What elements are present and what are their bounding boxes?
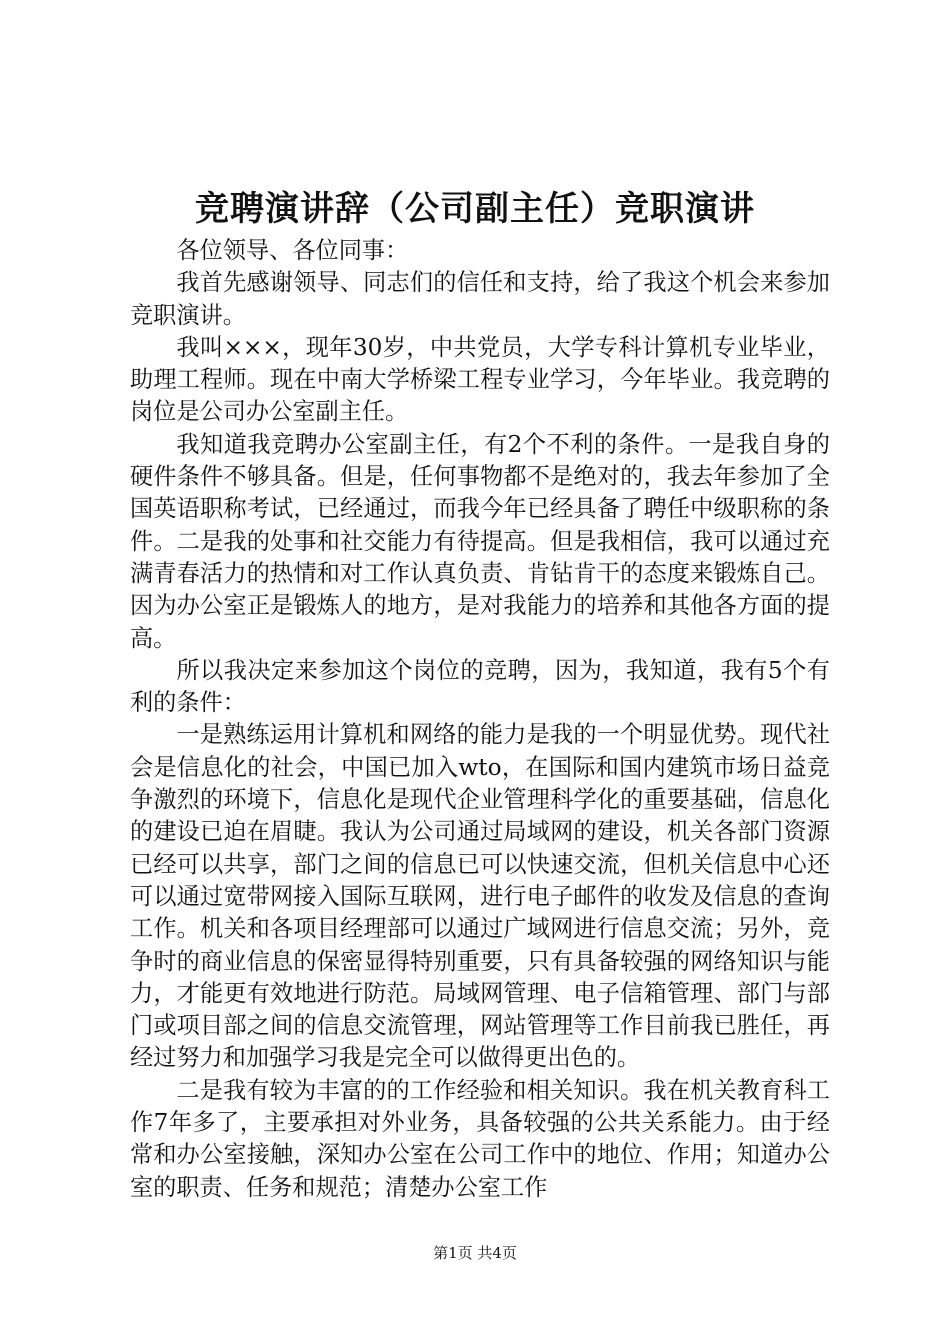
document-title: 竞聘演讲辞（公司副主任）竞职演讲 [195,189,755,229]
paragraph: 我叫×××，现年30岁，中共党员，大学专科计算机专业毕业，助理工程师。现在中南大学桥梁工程专业学习，今年毕业。我竞聘的岗位是公司办公室副主任。 [130,333,830,426]
paragraph: 我首先感谢领导、同志们的信任和支持，给了我这个机会来参加竞职演讲。 [130,269,830,329]
document-body [130,235,830,1204]
paragraph: 我知道我竞聘办公室副主任，有2个不利的条件。一是我自身的硬件条件不够具备。但是，任何事物都不是绝对的，我去年参加了全国英语职称考试，已经通过，而我今年已经具备了聘任中级职称的条件。二是我的处事和社交能力有待提高。但是我相信，我可以通过充满青春活力的热情和对工作认真负责、肯钻肯干的态度来锻炼自己。因为办公室正是锻炼人的地方，是对我能力的培养和其他各方面的提高。 [130,430,830,652]
paragraph: 所以我决定来参加这个岗位的竞聘，因为，我知道，我有5个有利的条件： [130,656,830,717]
page-number-footer: 第1页 共4页 [433,1244,517,1262]
paragraph: 二是我有较为丰富的的工作经验和相关知识。我在机关教育科工作7年多了，主要承担对外业务，具备较强的公共关系能力。由于经常和办公室接触，深知办公室在公司工作中的地位、作用；知道办公室的职责、任务和规范；清楚办公室工作 [130,1076,830,1201]
paragraph-salutation: 各位领导、各位同事： [176,237,409,264]
paragraph: 一是熟练运用计算机和网络的能力是我的一个明显优势。现代社会是信息化的社会，中国已加入wto，在国际和国内建筑市场日益竞争激烈的环境下，信息化是现代企业管理科学化的重要基础，信息化的建设已迫在眉睫。我认为公司通过局域网的建设，机关各部门资源已经可以共享，部门之间的信息已可以快速交流，但机关信息中心还可以通过宽带网接入国际互联网，进行电子邮件的收发及信息的查询工作。机关和各项目经理部可以通过广域网进行信息交流；另外，竞争时的商业信息的保密显得特别重要，只有具备较强的网络知识与能力，才能更有效地进行防范。局域网管理、电子信箱管理、部门与部门或项目部之间的信息交流管理，网站管理等工作目前我已胜任，再经过努力和加强学习我是完全可以做得更出色的。 [130,721,830,1072]
